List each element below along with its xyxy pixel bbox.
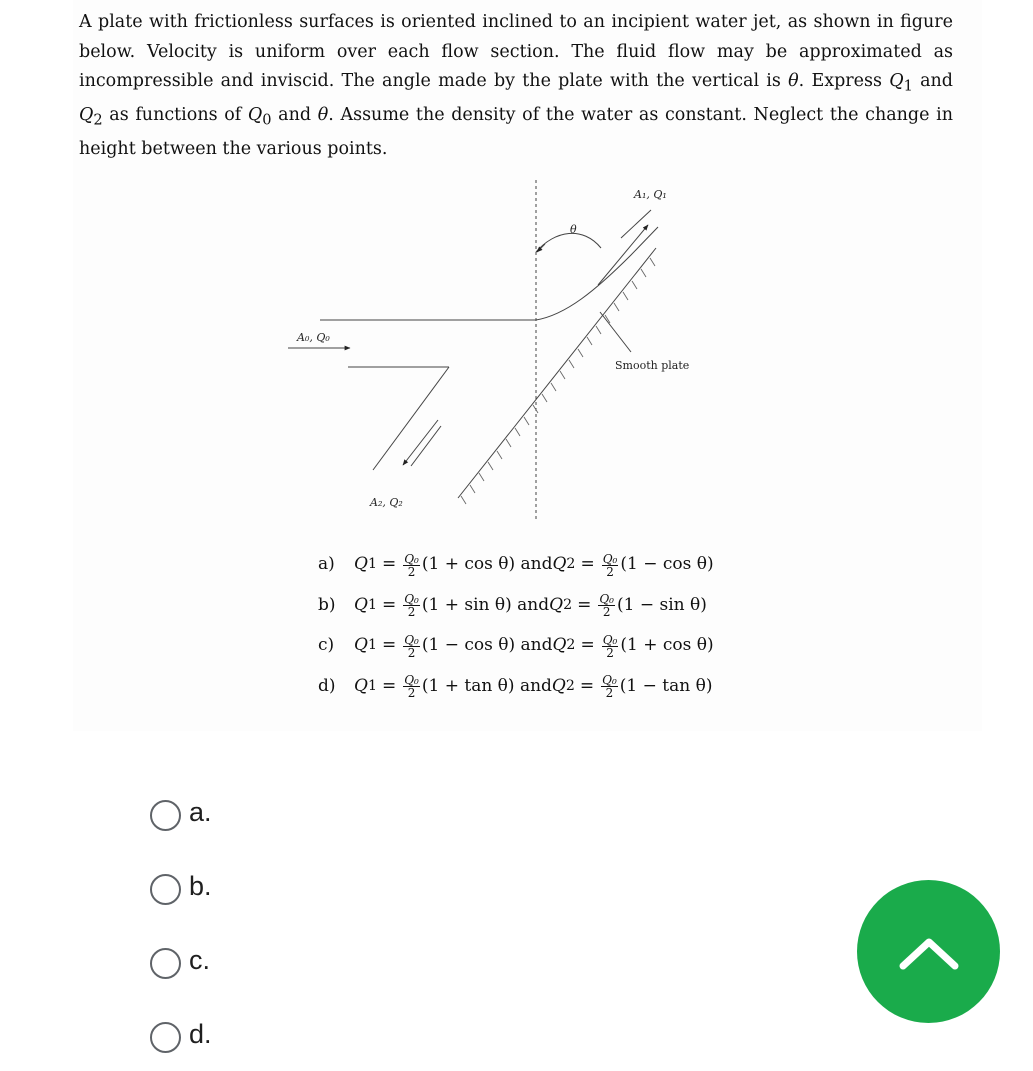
answer-label: c. [189,944,211,975]
formula-option: d) Q 1 = $\frac{\text{Q₀}}{2}$ (1 + tan θ) and Q 2 = $\frac{\text{Q₀}}{2}$ (1 − tan θ) [318,673,713,701]
question-text: A plate with frictionless surfaces is oriented inclined to an incipient water jet, as shown in figure below. Velocity is uniform over each flow section. The fluid flow may be approximated as incompressible and inviscid. The angle made by the plate with the vertical is θ. Express $Q_1$ and $Q_2$ as functions of $Q_0$ and θ. Assume the density of the water as constant. Neglect the change in height between the various points. [79,12,953,159]
smooth-plate-pointer [600,312,631,352]
answer-option-a[interactable] [150,775,212,849]
answer-label: d. [189,1018,212,1049]
theta-arrow [537,244,545,252]
outflow-1-arrow [598,225,648,285]
theta-arc [536,233,601,252]
radio-button[interactable] [150,1022,181,1053]
label-theta: θ [570,223,577,236]
answer-label: b. [189,870,212,901]
answer-option-b[interactable] [150,849,212,923]
radio-button[interactable] [150,948,181,979]
formula-option: a) Q 1 = $\frac{\text{Q₀}}{2}$ (1 + cos θ) and Q 2 = $\frac{\text{Q₀}}{2}$ (1 − cos θ) [318,551,714,579]
radio-button[interactable] [150,800,181,831]
answer-option-c[interactable] [150,923,212,997]
formula-option: c) Q 1 = $\frac{\text{Q₀}}{2}$ (1 − cos θ) and Q 2 = $\frac{\text{Q₀}}{2}$ (1 + cos θ) [318,632,714,660]
lower-flow-thin [411,426,441,466]
question-card [73,0,982,731]
smooth-plate [458,248,656,498]
label-smooth-plate: Smooth plate [615,359,690,372]
label-a0-q0: A₀, Q₀ [297,331,330,344]
formula-options [318,544,838,706]
label-a1-q1: A₁, Q₁ [634,188,667,201]
answer-choices [150,775,212,1071]
scroll-to-top-button[interactable] [857,880,1000,1023]
label-a2-q2: A₂, Q₂ [370,496,403,509]
plate-hatching [461,258,655,504]
chevron-up-icon [897,932,961,972]
upper-flow-thin [621,210,651,238]
answer-option-d[interactable] [150,997,212,1071]
radio-button[interactable] [150,874,181,905]
upper-flow-boundary [536,227,658,320]
outflow-2-arrow [403,420,438,465]
formula-option: b) Q 1 = $\frac{\text{Q₀}}{2}$ (1 + sin θ) and Q 2 = $\frac{\text{Q₀}}{2}$ (1 − sin θ) [318,592,707,620]
answer-label: a. [189,796,212,827]
